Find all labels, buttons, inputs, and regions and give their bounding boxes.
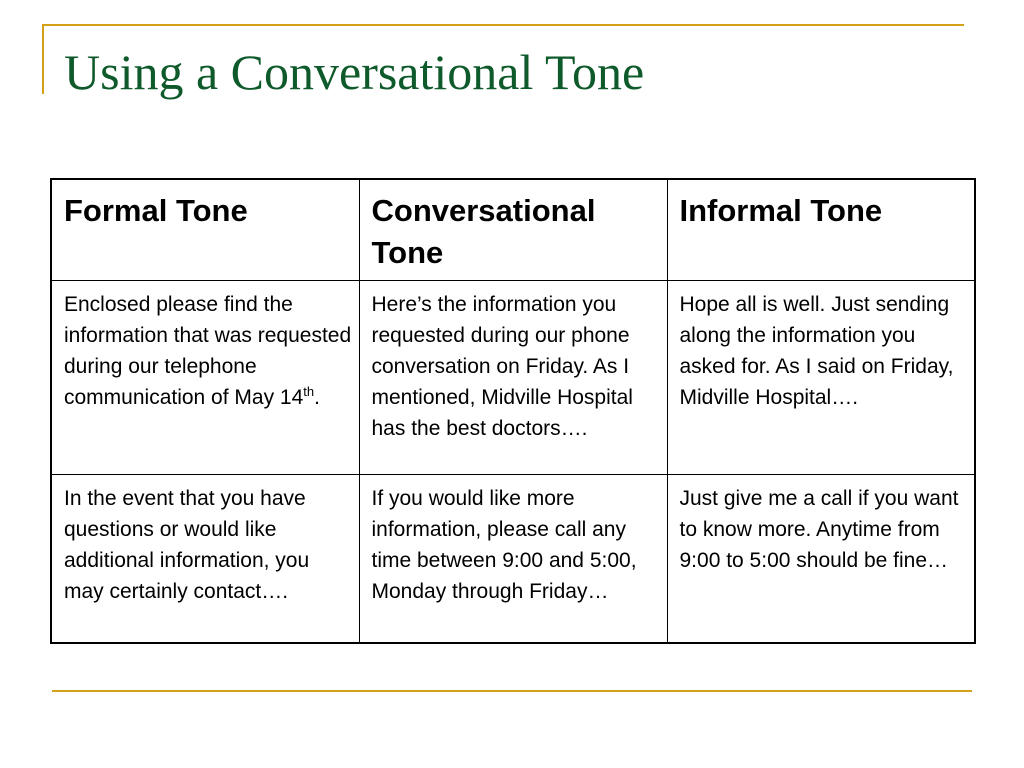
accent-line-bottom [52, 690, 972, 692]
cell-formal [51, 281, 359, 475]
cell-conversational: If you would like more information, please call any time between 9:00 and 5:00, Monday through Friday… [359, 475, 667, 643]
header-informal-tone: Informal Tone [667, 179, 975, 281]
accent-line-top [42, 24, 964, 26]
slide-title: Using a Conversational Tone [64, 44, 645, 100]
cell-informal: Just give me a call if you want to know more. Anytime from 9:00 to 5:00 should be fine… [667, 475, 975, 643]
ordinal-suffix: th [303, 384, 315, 399]
cell-formal-text: Enclosed please find the information that was requested during our telephone communication of May 14 [64, 293, 352, 409]
table-header-row [51, 179, 975, 281]
tone-comparison-table [50, 178, 976, 644]
table-row [51, 281, 975, 475]
cell-informal: Hope all is well. Just sending along the information you asked for. As I said on Friday, Midville Hospital…. [667, 281, 975, 475]
accent-line-vertical [42, 24, 44, 94]
table-row [51, 475, 975, 643]
cell-conversational: Here’s the information you requested during our phone conversation on Friday. As I mentioned, Midville Hospital has the best doctors…. [359, 281, 667, 475]
header-conversational-tone: Conversational Tone [359, 179, 667, 281]
header-formal-tone: Formal Tone [51, 179, 359, 281]
cell-formal: In the event that you have questions or would like additional information, you may certainly contact…. [51, 475, 359, 643]
cell-formal-end: . [314, 386, 320, 409]
